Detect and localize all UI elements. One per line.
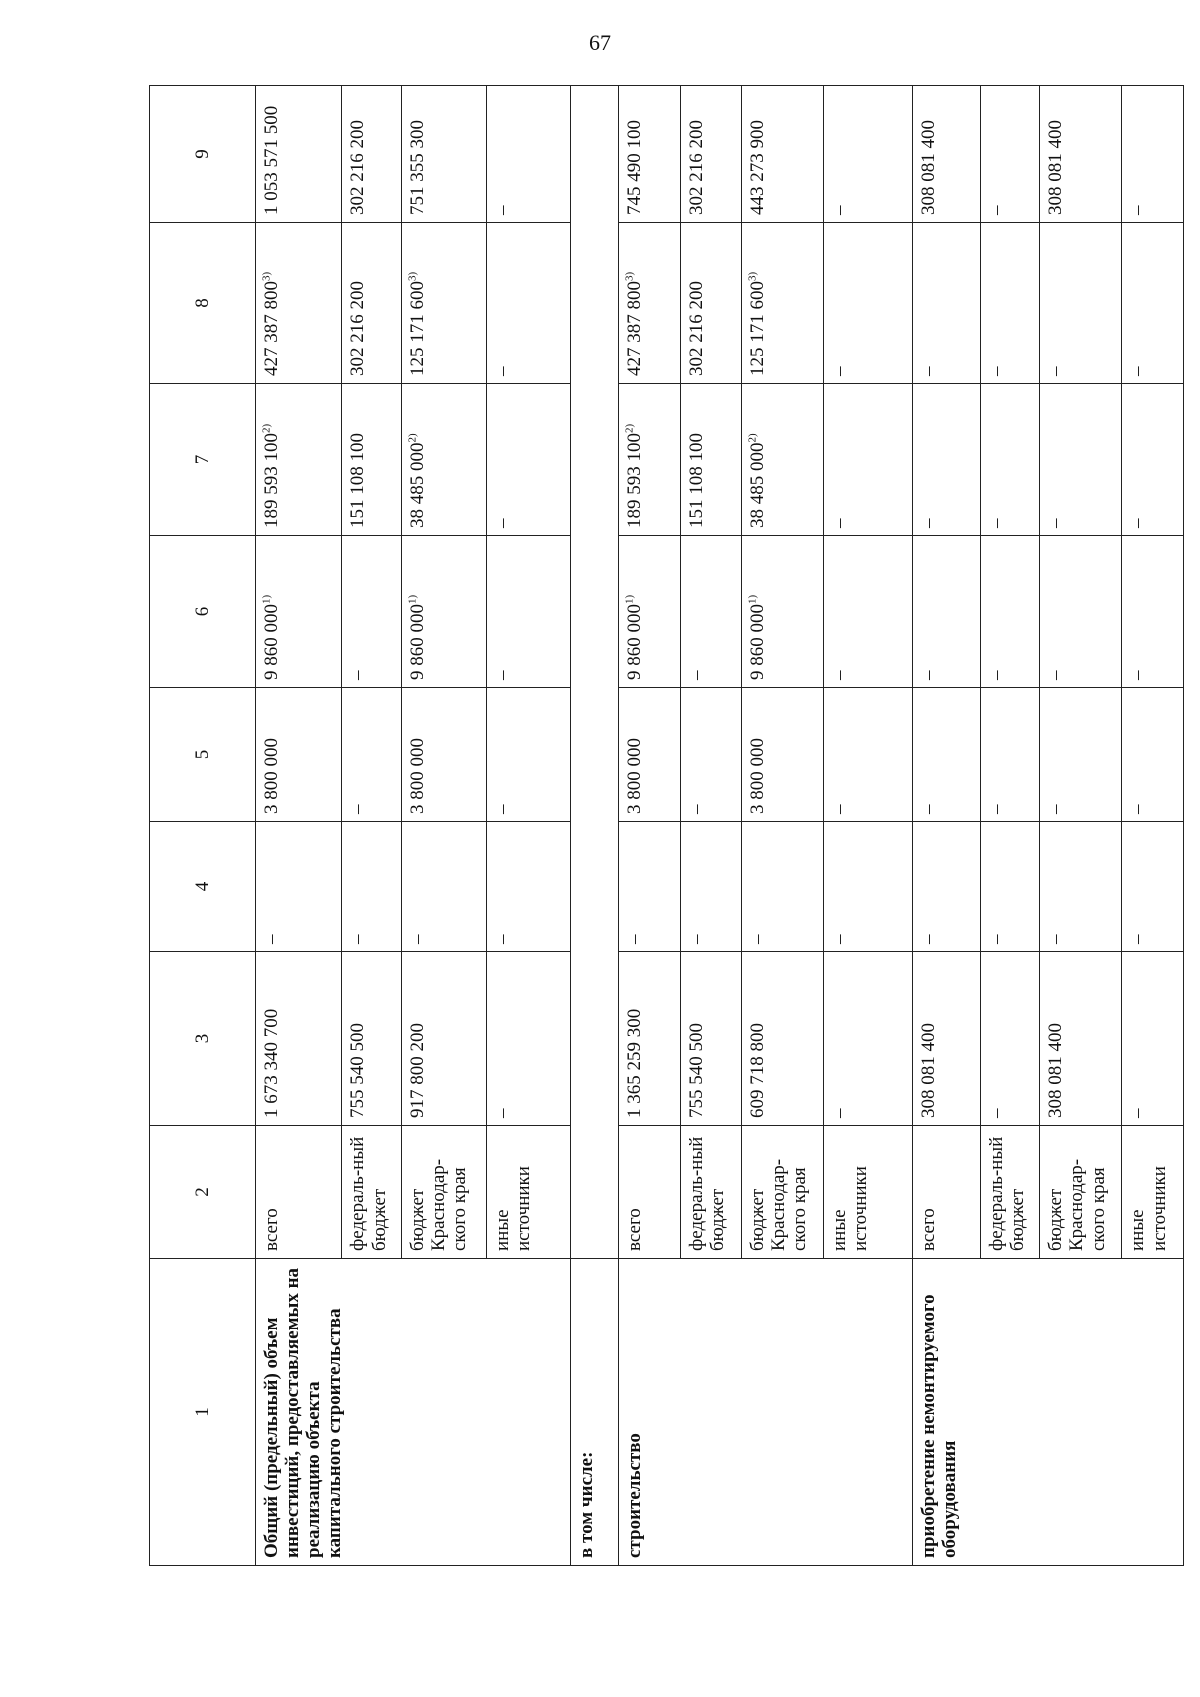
cell-col6 xyxy=(741,536,823,688)
cell-col8-value: – xyxy=(918,366,939,376)
cell-col5 xyxy=(741,688,823,822)
cell-col7-value: 38 485 000 xyxy=(746,442,768,528)
cell-col9-value: – xyxy=(828,205,850,215)
cell-col4-value: – xyxy=(918,934,939,944)
cell-col9 xyxy=(486,86,571,223)
funding-source xyxy=(401,1126,486,1259)
cell-col6 xyxy=(981,536,1040,688)
cell-col5 xyxy=(342,688,401,822)
cell-col5-value: – xyxy=(1127,804,1149,814)
cell-col9-value: 751 355 300 xyxy=(406,120,428,215)
cell-col8 xyxy=(618,223,681,384)
cell-col3-value: 308 081 400 xyxy=(918,1023,939,1118)
cell-col8 xyxy=(681,223,741,384)
cell-col4-value: – xyxy=(746,934,768,944)
cell-col4 xyxy=(401,822,486,952)
funding-source xyxy=(486,1126,571,1259)
cell-col5-value: – xyxy=(986,804,1008,814)
cell-col7-value: 151 108 100 xyxy=(686,433,708,528)
cell-col8-value: 125 171 600 xyxy=(406,281,428,376)
cell-col9-value: 308 081 400 xyxy=(918,120,939,215)
column-header-3: 3 xyxy=(150,952,256,1126)
cell-col8 xyxy=(486,223,571,384)
cell-col6-value: 9 860 000 xyxy=(406,604,428,680)
cell-col7-value: – xyxy=(986,518,1008,528)
cell-col7-footnote: 2) xyxy=(406,433,419,443)
funding-source-value: федераль-ный бюджет xyxy=(686,1136,729,1251)
cell-col3 xyxy=(1122,952,1184,1126)
cell-col7-value: – xyxy=(828,518,850,528)
cell-col9 xyxy=(1040,86,1122,223)
funding-source xyxy=(741,1126,823,1259)
cell-col6 xyxy=(486,536,571,688)
cell-col9-value: 745 490 100 xyxy=(623,120,645,215)
cell-col7 xyxy=(255,384,342,536)
cell-col6-value: – xyxy=(347,670,369,680)
cell-col4 xyxy=(618,822,681,952)
cell-col7 xyxy=(981,384,1040,536)
cell-col5-value: – xyxy=(828,804,850,814)
cell-col9-value: 1 053 571 500 xyxy=(260,105,282,215)
cell-col4-value: – xyxy=(1127,934,1149,944)
cell-col5 xyxy=(1040,688,1122,822)
cell-col8-value: 427 387 800 xyxy=(260,281,282,376)
cell-col7 xyxy=(681,384,741,536)
cell-col3 xyxy=(486,952,571,1126)
cell-col4-value: – xyxy=(260,934,282,944)
cell-col3 xyxy=(618,952,681,1126)
cell-col6-value: – xyxy=(986,670,1008,680)
cell-col6 xyxy=(1122,536,1184,688)
cell-col4 xyxy=(1122,822,1184,952)
cell-col7 xyxy=(741,384,823,536)
column-header-4: 4 xyxy=(150,822,256,952)
cell-col9-value: 302 216 200 xyxy=(347,120,369,215)
funding-source xyxy=(981,1126,1040,1259)
cell-col4-value: – xyxy=(347,934,369,944)
cell-col5 xyxy=(401,688,486,822)
cell-col7 xyxy=(618,384,681,536)
cell-col6-footnote: 1) xyxy=(746,594,759,604)
cell-col6 xyxy=(823,536,912,688)
cell-col6 xyxy=(342,536,401,688)
funding-source-value: бюджет Краснодар-ского края xyxy=(1045,1158,1109,1251)
column-header-8: 8 xyxy=(150,223,256,384)
funding-source xyxy=(913,1126,981,1259)
funding-source-value: всего xyxy=(623,1208,645,1251)
cell-col8-value: – xyxy=(1045,366,1067,376)
cell-col3-value: 755 540 500 xyxy=(347,1023,369,1118)
funding-source-value: бюджет Краснодар-ского края xyxy=(406,1158,471,1251)
cell-col9 xyxy=(681,86,741,223)
cell-col6 xyxy=(618,536,681,688)
cell-col3 xyxy=(681,952,741,1126)
cell-col8-value: 125 171 600 xyxy=(746,281,768,376)
cell-col8-footnote: 3) xyxy=(746,271,759,281)
table-row xyxy=(618,86,681,1566)
cell-col6 xyxy=(1040,536,1122,688)
cell-col8 xyxy=(981,223,1040,384)
cell-col5 xyxy=(913,688,981,822)
funding-source-value: иные источники xyxy=(828,1166,872,1251)
row-group-title xyxy=(618,1259,913,1566)
cell-col5 xyxy=(1122,688,1184,822)
funding-source-value: федераль-ный бюджет xyxy=(986,1136,1029,1251)
cell-col9 xyxy=(342,86,401,223)
cell-col6-value: – xyxy=(1045,670,1067,680)
cell-col8 xyxy=(823,223,912,384)
cell-col5-value: – xyxy=(347,804,369,814)
cell-col5-value: 3 800 000 xyxy=(260,738,282,814)
cell-col6-value: – xyxy=(686,670,708,680)
cell-col9-value: – xyxy=(491,205,513,215)
column-header-1: 1 xyxy=(150,1259,256,1566)
cell-col3-value: 1 673 340 700 xyxy=(260,1008,282,1118)
cell-col6 xyxy=(681,536,741,688)
funding-source-value: всего xyxy=(260,1208,282,1251)
cell-col4-value: – xyxy=(406,934,428,944)
cell-col9 xyxy=(741,86,823,223)
cell-col4 xyxy=(1040,822,1122,952)
cell-col5-value: – xyxy=(1045,804,1067,814)
column-header-9: 9 xyxy=(150,86,256,223)
cell-col3 xyxy=(401,952,486,1126)
cell-col4-value: – xyxy=(828,934,850,944)
cell-col7 xyxy=(401,384,486,536)
cell-col5-value: 3 800 000 xyxy=(406,738,428,814)
cell-col6-value: – xyxy=(918,670,939,680)
cell-col4-value: – xyxy=(623,934,645,944)
cell-col7-value: 151 108 100 xyxy=(347,433,369,528)
cell-col9 xyxy=(255,86,342,223)
cell-col8 xyxy=(913,223,981,384)
cell-col9-value: 302 216 200 xyxy=(686,120,708,215)
funding-source xyxy=(681,1126,741,1259)
row-group-title-text: приобретение немонтируемого оборудования xyxy=(918,1294,961,1558)
cell-col8-footnote: 3) xyxy=(260,271,273,281)
cell-col3 xyxy=(741,952,823,1126)
cell-col8-value: – xyxy=(828,366,850,376)
cell-col8-value: – xyxy=(1127,366,1149,376)
cell-col5 xyxy=(255,688,342,822)
cell-col9-value: 443 273 900 xyxy=(746,120,768,215)
cell-col3 xyxy=(342,952,401,1126)
column-header-2: 2 xyxy=(150,1126,256,1259)
cell-col7-footnote: 2) xyxy=(260,423,273,433)
cell-col6-value: 9 860 000 xyxy=(746,604,768,680)
funding-source-value: всего xyxy=(918,1208,939,1251)
cell-col3-value: – xyxy=(986,1108,1008,1118)
cell-col3 xyxy=(1040,952,1122,1126)
table-row xyxy=(913,86,981,1566)
cell-col3-value: 308 081 400 xyxy=(1045,1023,1067,1118)
cell-col4 xyxy=(255,822,342,952)
cell-col3-value: 917 800 200 xyxy=(406,1023,428,1118)
cell-col4-value: – xyxy=(986,934,1008,944)
cell-col7-value: – xyxy=(918,518,939,528)
cell-col5-value: – xyxy=(918,804,939,814)
cell-col6-value: – xyxy=(491,670,513,680)
cell-col3-value: – xyxy=(828,1108,850,1118)
funding-source xyxy=(1040,1126,1122,1259)
cell-col8 xyxy=(741,223,823,384)
cell-col4 xyxy=(486,822,571,952)
cell-col8 xyxy=(1040,223,1122,384)
row-group-title-text: Общий (предельный) объем инвестиций, предоставляемых на реализацию объекта капитального строительства xyxy=(260,1267,346,1558)
cell-col8-value: – xyxy=(491,366,513,376)
cell-col8-footnote: 3) xyxy=(406,271,419,281)
cell-col6-value: – xyxy=(1127,670,1149,680)
cell-col8-footnote: 3) xyxy=(623,271,636,281)
cell-col7 xyxy=(823,384,912,536)
subheading: в том числе: xyxy=(571,1259,618,1566)
funding-source xyxy=(1122,1126,1184,1259)
cell-col6-value: – xyxy=(828,670,850,680)
funding-source xyxy=(823,1126,912,1259)
cell-col8-value: – xyxy=(986,366,1008,376)
cell-col7-value: 189 593 100 xyxy=(623,433,645,528)
cell-col9 xyxy=(1122,86,1184,223)
cell-col7 xyxy=(1040,384,1122,536)
cell-col8 xyxy=(342,223,401,384)
cell-col6 xyxy=(401,536,486,688)
cell-col3 xyxy=(913,952,981,1126)
cell-col3-value: – xyxy=(491,1108,513,1118)
funding-source xyxy=(618,1126,681,1259)
cell-col8 xyxy=(255,223,342,384)
cell-col4 xyxy=(741,822,823,952)
cell-col6 xyxy=(913,536,981,688)
cell-col6-footnote: 1) xyxy=(406,594,419,604)
cell-col8-value: 302 216 200 xyxy=(347,281,369,376)
column-header-5: 5 xyxy=(150,688,256,822)
funding-source-value: иные источники xyxy=(491,1166,534,1251)
cell-col7-value: 189 593 100 xyxy=(260,433,282,528)
funding-source-value: федераль-ный бюджет xyxy=(347,1136,390,1251)
cell-col7 xyxy=(342,384,401,536)
subheading-empty xyxy=(571,86,618,1259)
cell-col3 xyxy=(823,952,912,1126)
cell-col6 xyxy=(255,536,342,688)
funding-source-value: иные источники xyxy=(1127,1166,1170,1251)
table-row xyxy=(255,86,342,1566)
funding-source xyxy=(255,1126,342,1259)
cell-col6-value: 9 860 000 xyxy=(260,604,282,680)
cell-col3-value: 609 718 800 xyxy=(746,1023,768,1118)
cell-col9 xyxy=(913,86,981,223)
cell-col7 xyxy=(1122,384,1184,536)
column-header-7: 7 xyxy=(150,384,256,536)
cell-col9-value: – xyxy=(986,205,1008,215)
cell-col9-value: 308 081 400 xyxy=(1045,120,1067,215)
cell-col4-value: – xyxy=(491,934,513,944)
cell-col5-value: 3 800 000 xyxy=(623,738,645,814)
cell-col7-value: – xyxy=(1127,518,1149,528)
cell-col7-value: – xyxy=(1045,518,1067,528)
cell-col8 xyxy=(401,223,486,384)
cell-col3 xyxy=(255,952,342,1126)
cell-col6-footnote: 1) xyxy=(260,594,273,604)
cell-col3-value: 755 540 500 xyxy=(686,1023,708,1118)
cell-col3-value: 1 365 259 300 xyxy=(623,1008,645,1118)
cell-col7-value: – xyxy=(491,518,513,528)
cell-col8-value: 302 216 200 xyxy=(686,281,708,376)
cell-col5-value: – xyxy=(686,804,708,814)
cell-col3-value: – xyxy=(1127,1108,1149,1118)
cell-col5 xyxy=(681,688,741,822)
cell-col5 xyxy=(981,688,1040,822)
row-group-title xyxy=(255,1259,571,1566)
cell-col4-value: – xyxy=(1045,934,1067,944)
cell-col5 xyxy=(486,688,571,822)
cell-col7 xyxy=(913,384,981,536)
page-number: 67 xyxy=(589,30,611,55)
funding-source-value: бюджет Краснодар-ского края xyxy=(746,1158,811,1251)
cell-col8-value: 427 387 800 xyxy=(623,281,645,376)
cell-col6-footnote: 1) xyxy=(623,594,636,604)
cell-col6-value: 9 860 000 xyxy=(623,604,645,680)
cell-col4 xyxy=(681,822,741,952)
rotated-table-wrapper xyxy=(149,86,1184,1566)
cell-col4-value: – xyxy=(686,934,708,944)
cell-col5 xyxy=(618,688,681,822)
investment-table xyxy=(149,85,1184,1566)
column-header-6: 6 xyxy=(150,536,256,688)
cell-col4 xyxy=(823,822,912,952)
cell-col5-value: 3 800 000 xyxy=(746,738,768,814)
cell-col9-value: – xyxy=(1127,205,1149,215)
subheading-row xyxy=(571,86,618,1566)
column-number-row xyxy=(150,86,256,1566)
cell-col9 xyxy=(618,86,681,223)
cell-col5-value: – xyxy=(491,804,513,814)
cell-col7-footnote: 2) xyxy=(623,423,636,433)
cell-col7-value: 38 485 000 xyxy=(406,442,428,528)
cell-col3 xyxy=(981,952,1040,1126)
cell-col9 xyxy=(823,86,912,223)
row-group-title-text: строительство xyxy=(623,1433,645,1558)
cell-col4 xyxy=(913,822,981,952)
cell-col9 xyxy=(401,86,486,223)
cell-col7-footnote: 2) xyxy=(746,433,759,443)
funding-source xyxy=(342,1126,401,1259)
row-group-title xyxy=(913,1259,1184,1566)
table-body xyxy=(150,86,1184,1566)
cell-col8 xyxy=(1122,223,1184,384)
cell-col9 xyxy=(981,86,1040,223)
cell-col4 xyxy=(981,822,1040,952)
cell-col7 xyxy=(486,384,571,536)
cell-col5 xyxy=(823,688,912,822)
cell-col4 xyxy=(342,822,401,952)
